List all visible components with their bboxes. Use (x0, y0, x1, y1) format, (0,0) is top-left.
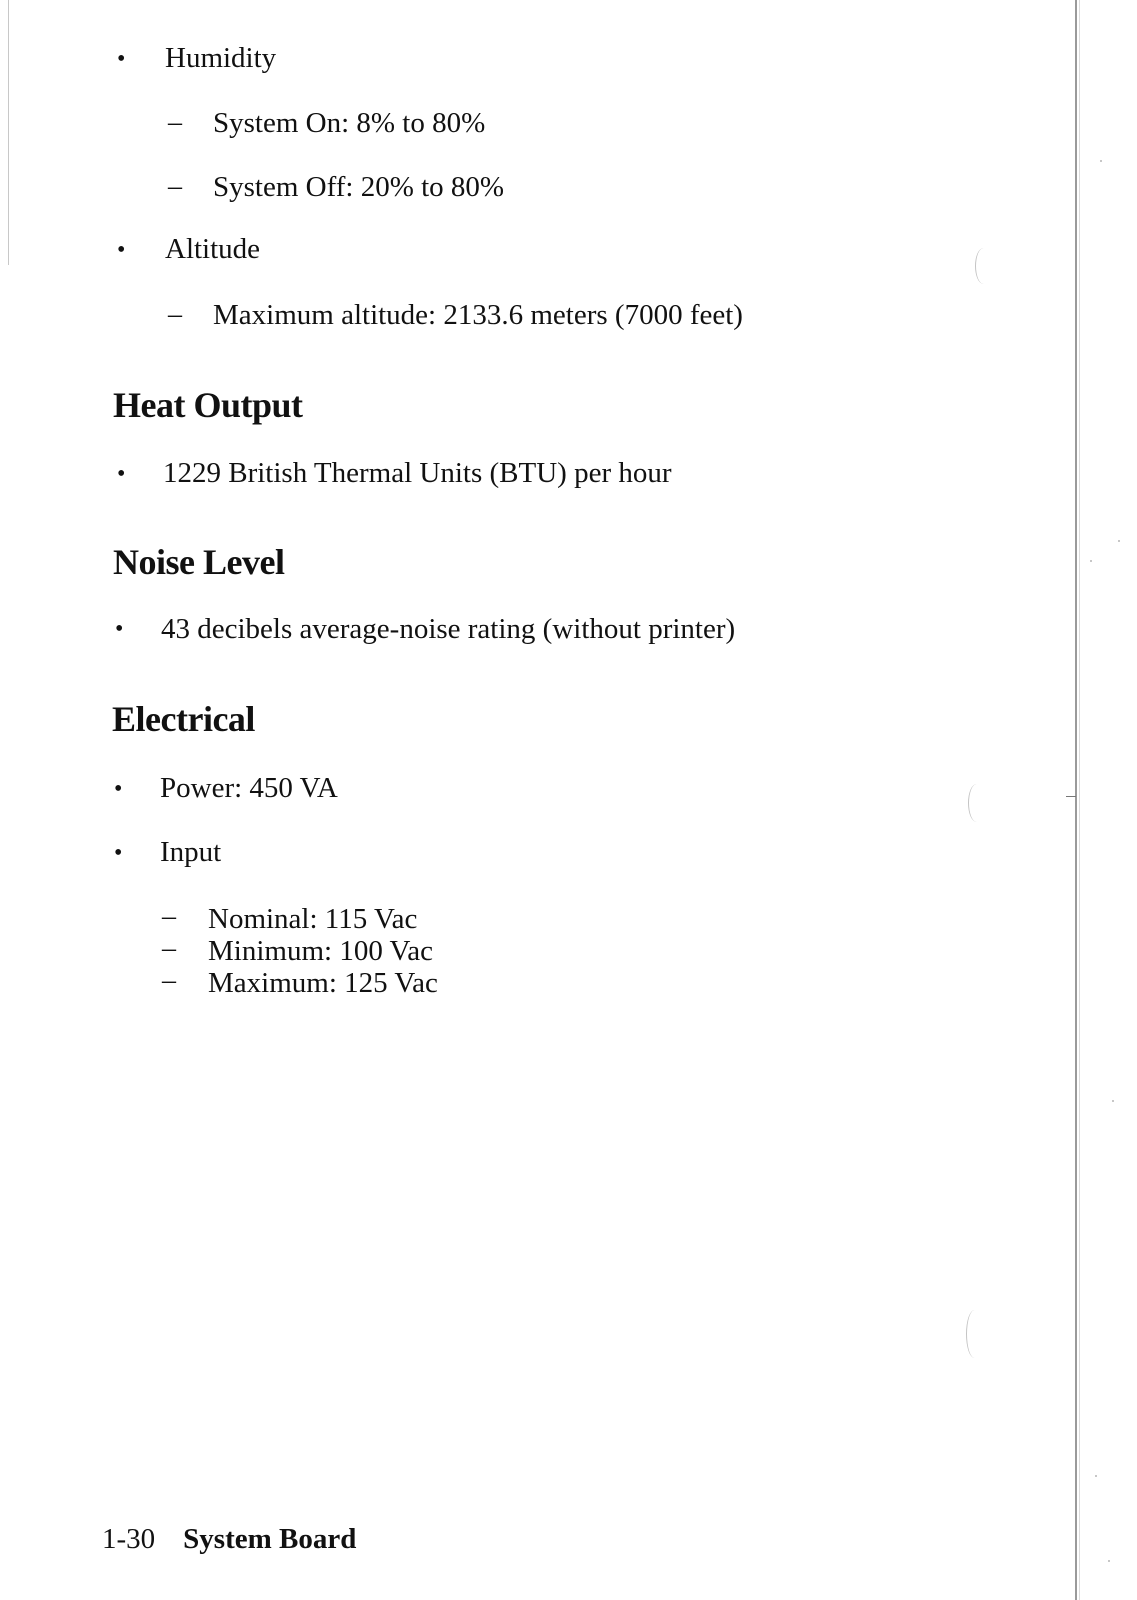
scan-speck (1108, 1560, 1110, 1562)
dash-icon: – (168, 107, 182, 138)
binder-hole-mark (968, 784, 985, 822)
input-nominal: Nominal: 115 Vac (208, 903, 418, 935)
bullet-icon: • (117, 461, 126, 487)
dash-icon: – (168, 171, 182, 202)
dash-icon: – (168, 299, 182, 330)
scan-speck (1118, 540, 1120, 542)
binder-hole-mark (975, 248, 992, 284)
electrical-power: Power: 450 VA (160, 772, 338, 804)
scan-right-edge-shadow (1079, 0, 1080, 1600)
heat-output-item: 1229 British Thermal Units (BTU) per hour (163, 457, 672, 489)
electrical-heading: Electrical (112, 699, 255, 739)
dash-icon: – (162, 933, 176, 964)
bullet-icon: • (114, 776, 123, 802)
noise-level-item: 43 decibels average-noise rating (without printer) (161, 613, 736, 645)
bullet-icon: • (114, 840, 123, 866)
bullet-icon: • (115, 616, 124, 642)
electrical-input-label: Input (160, 836, 222, 868)
scan-speck (1095, 1475, 1097, 1477)
scan-speck (1112, 1100, 1114, 1102)
heat-output-heading: Heat Output (113, 385, 303, 425)
noise-level-heading: Noise Level (113, 542, 285, 582)
scan-right-edge (1075, 0, 1077, 1600)
dash-icon: – (162, 965, 176, 996)
page-footer (102, 1522, 356, 1556)
bullet-icon: • (117, 237, 126, 263)
scan-speck (1090, 560, 1092, 562)
humidity-label: Humidity (165, 42, 277, 74)
scan-left-edge (8, 0, 9, 265)
dash-icon: – (162, 901, 176, 932)
page-number: 1-30 (102, 1523, 156, 1555)
footer-section-title: System Board (183, 1523, 357, 1555)
input-minimum: Minimum: 100 Vac (208, 935, 434, 967)
humidity-system-on: System On: 8% to 80% (213, 107, 486, 139)
input-maximum: Maximum: 125 Vac (208, 967, 438, 999)
scan-edge-tick (1066, 796, 1076, 797)
humidity-system-off: System Off: 20% to 80% (213, 171, 505, 203)
bullet-icon: • (117, 46, 126, 72)
scan-speck (1100, 160, 1102, 162)
binder-hole-mark (966, 1310, 983, 1358)
altitude-maximum: Maximum altitude: 2133.6 meters (7000 feet) (213, 299, 743, 331)
altitude-label: Altitude (165, 233, 261, 265)
